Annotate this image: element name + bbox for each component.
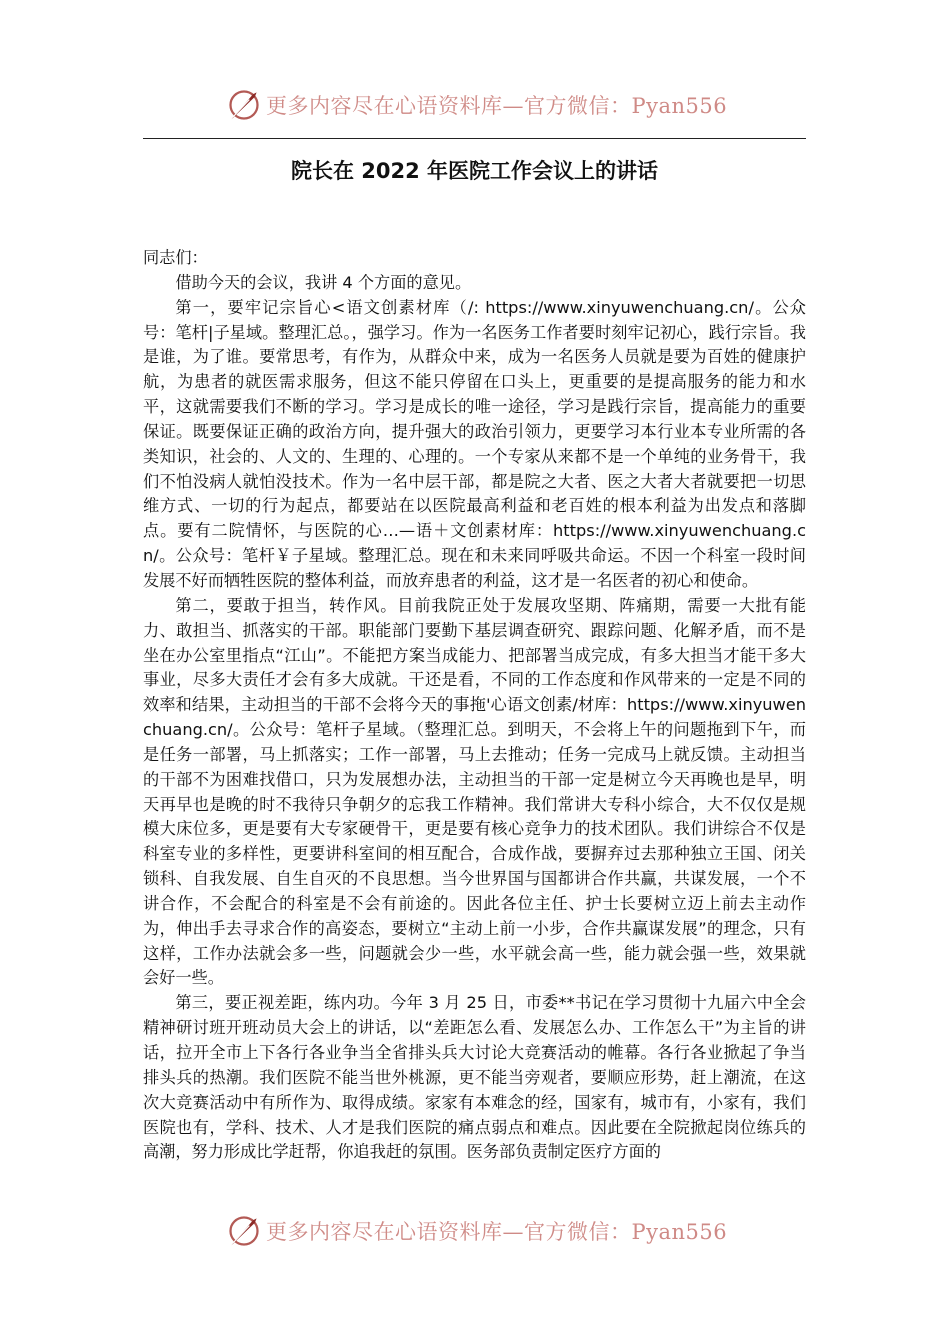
document-title: 院长在 2022 年医院工作会议上的讲话: [290, 159, 659, 183]
header-banner: [0, 80, 950, 130]
banner-text: 更多内容尽在心语资料库—官方微信：Pyan556: [266, 94, 728, 118]
banner-text: 更多内容尽在心语资料库—官方微信：Pyan556: [266, 1220, 728, 1244]
header-divider: [143, 138, 806, 139]
footer-banner: [0, 1206, 950, 1256]
quill-logo-icon: [226, 87, 262, 123]
paragraph-third: 第三，要正视差距，练内功。今年 3 月 25 日，市委**书记在学习贯彻十九届六中全会精神研讨班开班动员大会上的讲话，以“差距怎么看、发展怎么办、工作怎么干”为主旨的讲话，拉开全市上下各行各业争当全省排头兵大讨论大竞赛活动的帷幕。各行各业掀起了争当排头兵的热潮。我们医院不能当世外桃源，更不能当旁观者，要顺应形势，赶上潮流，在这次大竞赛活动中有所作为、取得成绩。家家有本难念的经，国家有，城市有，小家有，我们医院也有，学科、技术、人才是我们医院的痛点弱点和难点。因此要在全院掀起岗位练兵的高潮，努力形成比学赶帮，你追我赶的氛围。医务部负责制定医疗方面的: [143, 993, 806, 1162]
quill-logo-icon: [226, 1213, 262, 1249]
paragraph-first: 第一，要牢记宗旨心<语文创素材库（/: https://www.xinyuwenchuang.cn/。公众号：笔杆|子星域。整理汇总。，强学习。作为一名医务工作者要时刻牢记初心，践行宗旨。我是谁，为了谁。要常思考，有作为，从群众中来，成为一名医务人员就是要为百姓的健康护航，为患者的就医需求服务，但这不能只停留在口头上，更重要的是提高服务的能力和水平，这就需要我们不断的学习。学习是成长的唯一途径，学习是践行宗旨，提高能力的重要保证。既要保证正确的政治方向，提升强大的政治引领力，更要学习本行业本专业所需的各类知识，社会的、人文的、生理的、心理的。一个专家从来都不是一个单纯的业务骨干，我们不怕没病人就怕没技术。作为一名中层干部，都是院之大者、医之大者大者就要把一切思维方式、一切的行为起点，都要站在以医院最高利益和老百姓的根本利益为出发点和落脚点。要有二院情怀，与医院的心…—语＋文创素材库：https://www.xinyuwenchuang.cn/。公众号：笔杆￥子星域。整理汇总。现在和未来同呼吸共命运。不因一个科室一段时间发展不好而牺牲医院的整体利益，而放弃患者的利益，这才是一名医者的初心和使命。: [143, 297, 806, 590]
salutation: 同志们：: [143, 248, 208, 267]
document-body: [143, 246, 806, 1165]
paragraph-intro: 借助今天的会议，我讲 4 个方面的意见。: [175, 272, 472, 292]
paragraph-second: 第二，要敢于担当，转作风。目前我院正处于发展攻坚期、阵痛期，需要一大批有能力、敢担当、抓落实的干部。职能部门要勤下基层调查研究、跟踪问题、化解矛盾，而不是坐在办公室里指点“江山”。不能把方案当成能力、把部署当成完成，有多大担当才能干多大事业，尽多大责任才会有多大成就。干还是看，不同的工作态度和作风带来的一定是不同的效率和结果，主动担当的干部不会将今天的事拖'心语文创素/材库：https://www.xinyuwenchuang.cn/。公众号：笔杆子星域。（整理汇总。到明天，不会将上午的问题拖到下午，而是任务一部署，马上抓落实；工作一部署，马上去推动；任务一完成马上就反馈。主动担当的干部不为困难找借口，只为发展想办法，主动担当的干部一定是树立今天再晚也是早，明天再早也是晚的时不我待只争朝夕的忘我工作精神。我们常讲大专科小综合，大不仅仅是规模大床位多，更是要有大专家硬骨干，更是要有核心竞争力的技术团队。我们讲综合不仅是科室专业的多样性，更要讲科室间的相互配合，合成作战，要摒弃过去那种独立王国、闭关锁科、自我发展、自生自灭的不良思想。当今世界国与国都讲合作共赢，共谋发展，一个不讲合作，不会配合的科室是不会有前途的。因此各位主任、护士长要树立迈上前去主动作为，伸出手去寻求合作的高姿态，要树立“主动上前一小步，合作共赢谋发展”的理念，只有这样，工作办法就会多一些，问题就会少一些，水平就会高一些，能力就会强一些，效果就会好一些。: [143, 595, 806, 988]
